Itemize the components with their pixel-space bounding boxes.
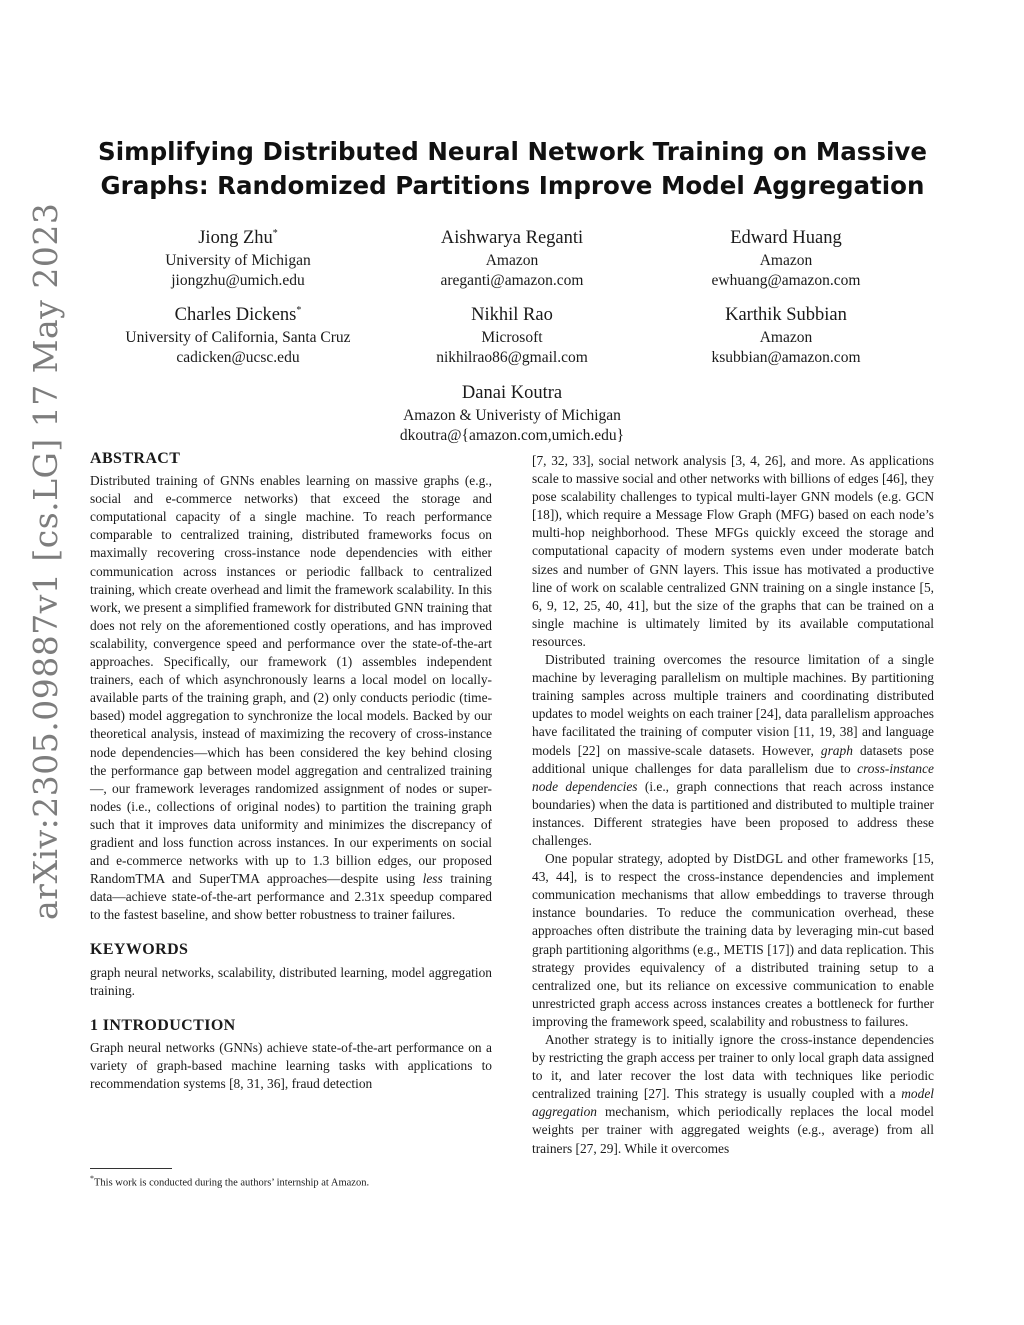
author-affiliation: Amazon xyxy=(759,252,813,270)
author-block xyxy=(384,298,640,368)
introduction-paragraph: Graph neural networks (GNNs) achieve state-of-the-art performance on a variety of graph-based machine learning tasks with applications to recommendation systems [8, 31, 36], fraud detection xyxy=(90,1039,492,1091)
keywords-paragraph: graph neural networks, scalability, distributed learning, model aggregation training. xyxy=(90,964,492,998)
author-block xyxy=(658,298,914,368)
footnote-divider xyxy=(90,1168,172,1169)
author-affiliation: Microsoft xyxy=(481,329,543,347)
footnote: *This work is conducted during the authors’ internship at Amazon. xyxy=(90,1174,370,1189)
author-affiliation: Amazon xyxy=(485,252,539,270)
author-email: jiongzhu@umich.edu xyxy=(171,272,305,290)
author-email: ewhuang@amazon.com xyxy=(711,272,861,290)
abstract-heading: ABSTRACT xyxy=(90,450,181,467)
author-name: Edward Huang xyxy=(730,228,842,249)
author-block xyxy=(384,221,640,291)
author-name: Charles Dickens* xyxy=(174,305,302,326)
author-email: cadicken@ucsc.edu xyxy=(176,349,300,367)
author-block xyxy=(372,376,652,446)
introduction-paragraph: [7, 32, 33], social network analysis [3, 4, 26], and more. As applications scale to massive social and other networks with billions of edges [46], they pose scalability challenges to typical multi-layer GNN models (e.g. GCN [18]), which require a Message Flow Graph (MFG) based on each node’s multi-hop neighborhood. These MFGs quickly exceed the storage and computational capacity of modern systems even under moderate batch sizes and number of GNN layers. This issue has motivated a productive line of work on scalable centralized GNN training on a single instance [5, 6, 9, 12, 25, 40, 41], but the size of the graphs that can be trained on a single machine is ultimately limited by its available computational resources. xyxy=(532,453,935,649)
author-block xyxy=(658,221,914,291)
author-name: Nikhil Rao xyxy=(471,305,553,326)
author-block xyxy=(110,221,366,291)
author-email: areganti@amazon.com xyxy=(440,272,584,290)
author-name: Danai Koutra xyxy=(461,383,563,404)
author-email: dkoutra@{amazon.com,umich.edu} xyxy=(399,427,625,445)
author-block xyxy=(105,298,371,368)
paper-title xyxy=(90,135,935,203)
title-line-1: Simplifying Distributed Neural Network Training on Massive xyxy=(98,137,927,166)
author-name: Aishwarya Reganti xyxy=(440,228,584,249)
author-email: ksubbian@amazon.com xyxy=(711,349,861,367)
arxiv-identifier-stamp: arXiv:2305.09887v1 [cs.LG] 17 May 2023 xyxy=(26,202,65,920)
introduction-paragraph: Distributed training overcomes the resource limitation of a single machine by leveraging parallelism on multiple machines. By partitioning training samples across multiple trainers and coordinating distributed updates to model weights on each trainer [24], data parallelism approaches have facilitated the training of computer vision [11, 19, 38] and language models [22] on massive-scale datasets. However, graph datasets pose additional unique challenges for data parallelism due to cross-instance node dependencies (i.e., graph connections that reach across instance boundaries) when the data is partitioned and distributed to multiple trainer instances. Different strategies have been proposed to address these challenges. xyxy=(532,652,934,848)
author-affiliation: Amazon xyxy=(759,329,813,347)
introduction-heading: 1 INTRODUCTION xyxy=(90,1016,236,1034)
introduction-paragraph: One popular strategy, adopted by DistDGL and other frameworks [15, 43, 44], is to respect the cross-instance dependencies and implement communication mechanisms that allow embeddings to traverse through instance boundaries. To reduce the communication overhead, these approaches often distribute the training data by leveraging min-cut based graph partitioning algorithms (e.g., METIS [17]) and data replication. This strategy provides equivalency of a distributed training setup to a centralized one, but its reliance on excessive communication to enable unrestricted graph access across instances creates a bottleneck for further improving the framework speed, scalability and robustness to failures. xyxy=(532,851,934,1029)
author-email: nikhilrao86@gmail.com xyxy=(436,349,588,367)
author-affiliation: University of California, Santa Cruz xyxy=(125,329,351,347)
right-column xyxy=(532,452,934,1158)
author-name: Jiong Zhu* xyxy=(198,228,278,249)
author-affiliation: University of Michigan xyxy=(165,252,311,270)
introduction-paragraph: Another strategy is to initially ignore the cross-instance dependencies by restricting the graph access per trainer to only local graph data assigned to it, and later recover the lost data with techniques like periodic centralized training [27]. This strategy is usually coupled with a model aggregation mechanism, which periodically replaces the local model weights per trainer with aggregated weights (e.g., average) from all trainers [27, 29]. While it overcomes xyxy=(532,1032,934,1156)
author-name: Karthik Subbian xyxy=(725,305,847,326)
left-column xyxy=(90,450,492,1093)
keywords-heading: KEYWORDS xyxy=(90,941,189,959)
author-affiliation: Amazon & Univeristy of Michigan xyxy=(403,407,621,425)
title-line-2: Graphs: Randomized Partitions Improve Model Aggregation xyxy=(100,171,925,200)
abstract-paragraph: Distributed training of GNNs enables learning on massive graphs (e.g., social and e-commerce networks) that exceed the storage and computational capacity of a single machine. To reach performance comparable to centralized training, distributed frameworks focus on maximally recovering cross-instance node dependencies with either communication across instances or periodic fallback to centralized training, which create overhead and limit the framework scalability. In this work, we present a simplified framework for distributed GNN training that does not rely on the aforementioned costly operations, and has improved scalability, convergence speed and performance over the state-of-the-art approaches. Specifically, our framework (1) assembles independent trainers, each of which asynchronously learns a local model on locally-available parts of the training graph, and (2) only conducts periodic (time-based) model aggregation to synchronize the local models. Backed by our theoretical analysis, instead of maximizing the recovery of cross-instance node dependencies—which has been considered the key behind closing the performance gap between model aggregation and centralized training—, our framework leverages randomized assignment of nodes or super-nodes (i.e., collections of original nodes) to partition the training graph such that it improves data uniformity and minimizes the discrepancy of gradient and loss function across instances. In our experiments on social and e-commerce networks with up to 1.3 billion edges, our proposed RandomTMA and SuperTMA approaches—despite using less training data—achieve state-of-the-art performance and 2.31x speedup compared to the fastest baseline, and show better robustness to trainer failures. xyxy=(90,473,492,923)
